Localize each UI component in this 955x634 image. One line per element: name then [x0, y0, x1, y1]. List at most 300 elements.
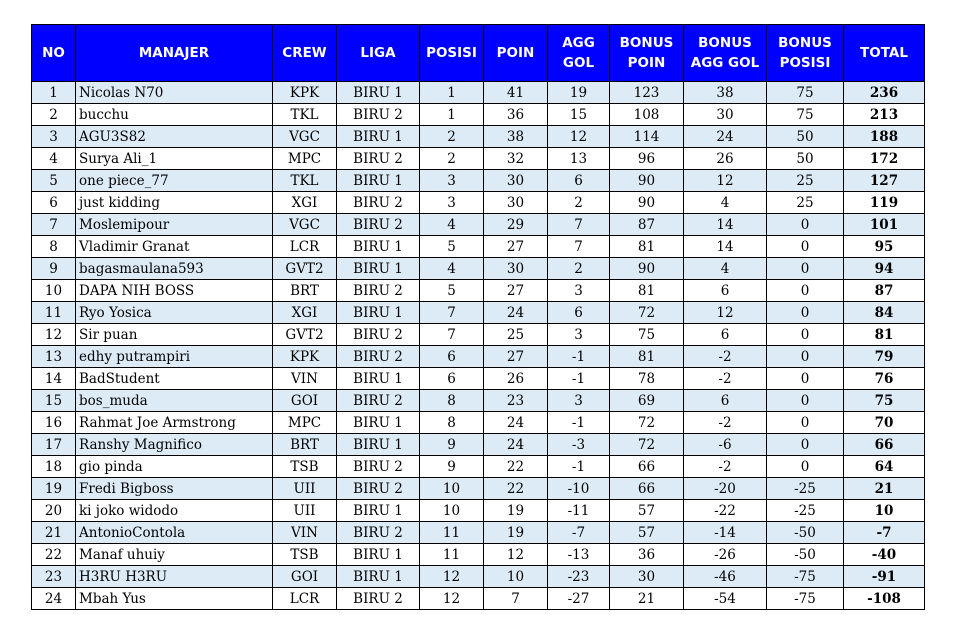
cell-manajer: just kidding [76, 192, 273, 214]
cell-bonus-posisi: 0 [767, 324, 844, 346]
cell-crew: XGI [273, 302, 337, 324]
table-row [32, 500, 925, 522]
cell-bonus-poin: 81 [610, 236, 684, 258]
table-row [32, 478, 925, 500]
cell-no: 3 [32, 126, 76, 148]
cell-liga: BIRU 1 [337, 544, 420, 566]
cell-manajer: bos_muda [76, 390, 273, 412]
cell-poin: 30 [484, 192, 548, 214]
cell-crew: LCR [273, 236, 337, 258]
cell-bonus-poin: 90 [610, 258, 684, 280]
cell-bonus-posisi: 0 [767, 346, 844, 368]
cell-crew: UII [273, 478, 337, 500]
cell-posisi: 11 [420, 544, 484, 566]
cell-agg-gol: -23 [548, 566, 610, 588]
cell-liga: BIRU 1 [337, 236, 420, 258]
cell-agg-gol: 3 [548, 280, 610, 302]
cell-poin: 27 [484, 280, 548, 302]
cell-poin: 22 [484, 456, 548, 478]
cell-bonus-poin: 66 [610, 478, 684, 500]
cell-bonus-agg-gol: 14 [684, 214, 767, 236]
cell-manajer: BadStudent [76, 368, 273, 390]
cell-bonus-posisi: 0 [767, 390, 844, 412]
cell-poin: 25 [484, 324, 548, 346]
column-header-line1: BONUS [698, 35, 752, 51]
cell-manajer: bagasmaulana593 [76, 258, 273, 280]
cell-agg-gol: 6 [548, 302, 610, 324]
table-row [32, 566, 925, 588]
cell-no: 8 [32, 236, 76, 258]
table-row [32, 236, 925, 258]
cell-posisi: 8 [420, 390, 484, 412]
cell-crew: KPK [273, 82, 337, 104]
cell-posisi: 2 [420, 148, 484, 170]
cell-crew: GVT2 [273, 258, 337, 280]
table-row [32, 104, 925, 126]
cell-bonus-agg-gol: -2 [684, 412, 767, 434]
cell-bonus-poin: 66 [610, 456, 684, 478]
cell-posisi: 5 [420, 280, 484, 302]
cell-poin: 26 [484, 368, 548, 390]
table-row [32, 82, 925, 104]
cell-bonus-poin: 90 [610, 170, 684, 192]
cell-bonus-posisi: -75 [767, 588, 844, 610]
cell-poin: 27 [484, 346, 548, 368]
cell-poin: 10 [484, 566, 548, 588]
cell-poin: 19 [484, 500, 548, 522]
column-header-line1: NO [42, 45, 65, 61]
column-header-line2: AGG GOL [690, 55, 760, 71]
cell-bonus-posisi: 0 [767, 280, 844, 302]
cell-posisi: 11 [420, 522, 484, 544]
cell-total: 213 [844, 104, 925, 126]
cell-liga: BIRU 1 [337, 258, 420, 280]
cell-crew: TSB [273, 544, 337, 566]
cell-agg-gol: -10 [548, 478, 610, 500]
cell-manajer: AGU3S82 [76, 126, 273, 148]
cell-total: 84 [844, 302, 925, 324]
cell-posisi: 8 [420, 412, 484, 434]
cell-bonus-agg-gol: -54 [684, 588, 767, 610]
cell-no: 9 [32, 258, 76, 280]
cell-poin: 36 [484, 104, 548, 126]
cell-total: 81 [844, 324, 925, 346]
cell-crew: VGC [273, 214, 337, 236]
cell-manajer: gio pinda [76, 456, 273, 478]
cell-bonus-agg-gol: -2 [684, 346, 767, 368]
cell-agg-gol: -1 [548, 368, 610, 390]
cell-bonus-posisi: -50 [767, 522, 844, 544]
cell-bonus-poin: 81 [610, 346, 684, 368]
cell-bonus-poin: 96 [610, 148, 684, 170]
cell-posisi: 10 [420, 500, 484, 522]
cell-liga: BIRU 2 [337, 214, 420, 236]
cell-posisi: 1 [420, 82, 484, 104]
cell-liga: BIRU 1 [337, 368, 420, 390]
column-header-line1: POIN [496, 45, 535, 61]
table-row [32, 544, 925, 566]
cell-total: 101 [844, 214, 925, 236]
cell-agg-gol: -7 [548, 522, 610, 544]
cell-agg-gol: 13 [548, 148, 610, 170]
cell-manajer: Ryo Yosica [76, 302, 273, 324]
column-header-manajer [76, 25, 273, 82]
cell-bonus-agg-gol: -14 [684, 522, 767, 544]
cell-agg-gol: 3 [548, 390, 610, 412]
column-header-line1: AGG [562, 35, 595, 51]
cell-bonus-agg-gol: 6 [684, 324, 767, 346]
cell-agg-gol: 2 [548, 192, 610, 214]
cell-crew: UII [273, 500, 337, 522]
cell-total: 70 [844, 412, 925, 434]
cell-bonus-agg-gol: -2 [684, 368, 767, 390]
cell-total: 75 [844, 390, 925, 412]
cell-bonus-agg-gol: -22 [684, 500, 767, 522]
cell-posisi: 1 [420, 104, 484, 126]
cell-bonus-agg-gol: 14 [684, 236, 767, 258]
table-row [32, 368, 925, 390]
cell-poin: 22 [484, 478, 548, 500]
column-header-line1: BONUS [619, 35, 674, 51]
column-header-crew [273, 25, 337, 82]
cell-manajer: Surya Ali_1 [76, 148, 273, 170]
cell-poin: 19 [484, 522, 548, 544]
cell-bonus-poin: 78 [610, 368, 684, 390]
cell-poin: 24 [484, 434, 548, 456]
cell-bonus-agg-gol: -6 [684, 434, 767, 456]
table-row [32, 434, 925, 456]
table-row [32, 214, 925, 236]
cell-agg-gol: 12 [548, 126, 610, 148]
cell-bonus-agg-gol: -26 [684, 544, 767, 566]
cell-bonus-poin: 21 [610, 588, 684, 610]
cell-posisi: 12 [420, 588, 484, 610]
table-body [32, 82, 925, 610]
cell-manajer: Vladimir Granat [76, 236, 273, 258]
cell-manajer: Sir puan [76, 324, 273, 346]
cell-manajer: bucchu [76, 104, 273, 126]
cell-liga: BIRU 2 [337, 192, 420, 214]
table-row [32, 346, 925, 368]
cell-manajer: Ranshy Magnifico [76, 434, 273, 456]
table-row [32, 522, 925, 544]
cell-liga: BIRU 1 [337, 82, 420, 104]
cell-bonus-poin: 57 [610, 522, 684, 544]
cell-manajer: edhy putrampiri [76, 346, 273, 368]
cell-liga: BIRU 2 [337, 148, 420, 170]
column-header-line2: GOL [562, 55, 595, 71]
cell-total: 119 [844, 192, 925, 214]
cell-total: 64 [844, 456, 925, 478]
cell-poin: 41 [484, 82, 548, 104]
cell-manajer: Manaf uhuiy [76, 544, 273, 566]
cell-bonus-poin: 69 [610, 390, 684, 412]
column-header-total [844, 25, 925, 82]
cell-total: 76 [844, 368, 925, 390]
cell-bonus-poin: 72 [610, 434, 684, 456]
cell-posisi: 4 [420, 214, 484, 236]
cell-bonus-posisi: 75 [767, 82, 844, 104]
cell-bonus-agg-gol: 12 [684, 170, 767, 192]
column-header-line1: POSISI [426, 45, 477, 61]
cell-posisi: 9 [420, 456, 484, 478]
cell-crew: TKL [273, 170, 337, 192]
cell-no: 22 [32, 544, 76, 566]
cell-total: -91 [844, 566, 925, 588]
cell-liga: BIRU 1 [337, 500, 420, 522]
cell-liga: BIRU 2 [337, 390, 420, 412]
cell-manajer: Nicolas N70 [76, 82, 273, 104]
column-header-line2: POIN [627, 55, 666, 71]
table-row [32, 280, 925, 302]
table-row [32, 170, 925, 192]
cell-no: 1 [32, 82, 76, 104]
table-row [32, 148, 925, 170]
cell-bonus-agg-gol: 26 [684, 148, 767, 170]
cell-no: 18 [32, 456, 76, 478]
column-header-poin [484, 25, 548, 82]
cell-no: 5 [32, 170, 76, 192]
table-row [32, 126, 925, 148]
cell-agg-gol: 19 [548, 82, 610, 104]
cell-bonus-poin: 75 [610, 324, 684, 346]
cell-total: 79 [844, 346, 925, 368]
cell-bonus-poin: 81 [610, 280, 684, 302]
cell-poin: 24 [484, 412, 548, 434]
cell-no: 24 [32, 588, 76, 610]
cell-bonus-posisi: -50 [767, 544, 844, 566]
cell-crew: GVT2 [273, 324, 337, 346]
table-row [32, 192, 925, 214]
table-row [32, 258, 925, 280]
cell-no: 21 [32, 522, 76, 544]
cell-no: 23 [32, 566, 76, 588]
cell-no: 10 [32, 280, 76, 302]
cell-poin: 12 [484, 544, 548, 566]
cell-poin: 7 [484, 588, 548, 610]
cell-bonus-agg-gol: 12 [684, 302, 767, 324]
column-header-line1: MANAJER [138, 45, 210, 61]
cell-crew: VIN [273, 368, 337, 390]
cell-crew: BRT [273, 280, 337, 302]
cell-posisi: 4 [420, 258, 484, 280]
cell-crew: LCR [273, 588, 337, 610]
cell-no: 11 [32, 302, 76, 324]
cell-posisi: 7 [420, 302, 484, 324]
column-header-line1: CREW [282, 45, 327, 61]
cell-bonus-posisi: 0 [767, 412, 844, 434]
cell-poin: 29 [484, 214, 548, 236]
cell-total: -7 [844, 522, 925, 544]
cell-manajer: DAPA NIH BOSS [76, 280, 273, 302]
cell-bonus-posisi: 0 [767, 302, 844, 324]
column-header-bonus-agg-gol [684, 25, 767, 82]
table-row [32, 302, 925, 324]
cell-bonus-poin: 30 [610, 566, 684, 588]
cell-bonus-agg-gol: 6 [684, 390, 767, 412]
cell-manajer: Rahmat Joe Armstrong [76, 412, 273, 434]
cell-no: 4 [32, 148, 76, 170]
cell-total: 172 [844, 148, 925, 170]
cell-bonus-poin: 72 [610, 302, 684, 324]
cell-manajer: H3RU H3RU [76, 566, 273, 588]
cell-bonus-agg-gol: 4 [684, 258, 767, 280]
cell-posisi: 12 [420, 566, 484, 588]
column-header-bonus-posisi [767, 25, 844, 82]
cell-liga: BIRU 2 [337, 280, 420, 302]
cell-posisi: 6 [420, 368, 484, 390]
cell-bonus-agg-gol: 30 [684, 104, 767, 126]
cell-liga: BIRU 2 [337, 104, 420, 126]
cell-crew: GOI [273, 390, 337, 412]
cell-manajer: one piece_77 [76, 170, 273, 192]
cell-bonus-posisi: 50 [767, 148, 844, 170]
cell-bonus-posisi: 0 [767, 214, 844, 236]
cell-agg-gol: 7 [548, 236, 610, 258]
cell-bonus-agg-gol: 24 [684, 126, 767, 148]
cell-bonus-agg-gol: 4 [684, 192, 767, 214]
cell-no: 20 [32, 500, 76, 522]
cell-crew: TKL [273, 104, 337, 126]
cell-poin: 30 [484, 170, 548, 192]
table-row [32, 390, 925, 412]
cell-agg-gol: 15 [548, 104, 610, 126]
cell-total: -108 [844, 588, 925, 610]
column-header-agg-gol [548, 25, 610, 82]
table-row [32, 412, 925, 434]
cell-bonus-posisi: -25 [767, 500, 844, 522]
cell-total: 127 [844, 170, 925, 192]
column-header-posisi [420, 25, 484, 82]
cell-liga: BIRU 2 [337, 456, 420, 478]
cell-bonus-posisi: 0 [767, 434, 844, 456]
cell-agg-gol: -27 [548, 588, 610, 610]
cell-agg-gol: -13 [548, 544, 610, 566]
table-row [32, 456, 925, 478]
cell-bonus-posisi: 50 [767, 126, 844, 148]
cell-bonus-posisi: 0 [767, 258, 844, 280]
cell-liga: BIRU 1 [337, 170, 420, 192]
cell-crew: VGC [273, 126, 337, 148]
cell-total: 236 [844, 82, 925, 104]
cell-bonus-agg-gol: -20 [684, 478, 767, 500]
cell-posisi: 2 [420, 126, 484, 148]
cell-poin: 38 [484, 126, 548, 148]
cell-liga: BIRU 2 [337, 346, 420, 368]
cell-poin: 23 [484, 390, 548, 412]
cell-agg-gol: -11 [548, 500, 610, 522]
cell-liga: BIRU 1 [337, 302, 420, 324]
cell-poin: 24 [484, 302, 548, 324]
header-row [32, 25, 925, 82]
cell-manajer: Fredi Bigboss [76, 478, 273, 500]
cell-bonus-poin: 72 [610, 412, 684, 434]
cell-crew: VIN [273, 522, 337, 544]
cell-agg-gol: 2 [548, 258, 610, 280]
cell-bonus-posisi: 0 [767, 456, 844, 478]
cell-crew: MPC [273, 412, 337, 434]
column-header-line1: BONUS [778, 35, 832, 51]
column-header-no [32, 25, 76, 82]
cell-crew: MPC [273, 148, 337, 170]
cell-bonus-agg-gol: 38 [684, 82, 767, 104]
cell-total: 21 [844, 478, 925, 500]
cell-poin: 27 [484, 236, 548, 258]
cell-no: 12 [32, 324, 76, 346]
cell-bonus-posisi: 0 [767, 236, 844, 258]
cell-no: 13 [32, 346, 76, 368]
column-header-bonus-poin [610, 25, 684, 82]
cell-bonus-posisi: 25 [767, 170, 844, 192]
cell-crew: KPK [273, 346, 337, 368]
cell-bonus-poin: 87 [610, 214, 684, 236]
cell-agg-gol: -1 [548, 412, 610, 434]
cell-posisi: 10 [420, 478, 484, 500]
cell-no: 17 [32, 434, 76, 456]
cell-manajer: Mbah Yus [76, 588, 273, 610]
column-header-liga [337, 25, 420, 82]
cell-bonus-agg-gol: -2 [684, 456, 767, 478]
cell-manajer: Moslemipour [76, 214, 273, 236]
cell-posisi: 7 [420, 324, 484, 346]
cell-total: 66 [844, 434, 925, 456]
cell-bonus-posisi: 0 [767, 368, 844, 390]
cell-agg-gol: -1 [548, 346, 610, 368]
cell-bonus-posisi: -75 [767, 566, 844, 588]
cell-liga: BIRU 2 [337, 324, 420, 346]
cell-total: 10 [844, 500, 925, 522]
cell-liga: BIRU 1 [337, 126, 420, 148]
cell-liga: BIRU 1 [337, 434, 420, 456]
cell-no: 16 [32, 412, 76, 434]
cell-manajer: AntonioContola [76, 522, 273, 544]
cell-liga: BIRU 2 [337, 588, 420, 610]
cell-bonus-posisi: -25 [767, 478, 844, 500]
standings-table [31, 24, 925, 610]
cell-no: 7 [32, 214, 76, 236]
cell-posisi: 5 [420, 236, 484, 258]
cell-bonus-posisi: 25 [767, 192, 844, 214]
cell-agg-gol: 7 [548, 214, 610, 236]
cell-total: -40 [844, 544, 925, 566]
table-row [32, 588, 925, 610]
cell-agg-gol: 6 [548, 170, 610, 192]
cell-bonus-agg-gol: 6 [684, 280, 767, 302]
cell-liga: BIRU 1 [337, 412, 420, 434]
cell-bonus-posisi: 75 [767, 104, 844, 126]
cell-crew: GOI [273, 566, 337, 588]
column-header-line1: TOTAL [860, 45, 908, 61]
cell-agg-gol: -1 [548, 456, 610, 478]
cell-liga: BIRU 1 [337, 566, 420, 588]
table-header [32, 25, 925, 82]
cell-bonus-poin: 114 [610, 126, 684, 148]
cell-crew: TSB [273, 456, 337, 478]
cell-manajer: ki joko widodo [76, 500, 273, 522]
cell-posisi: 3 [420, 192, 484, 214]
cell-total: 94 [844, 258, 925, 280]
cell-no: 15 [32, 390, 76, 412]
cell-bonus-poin: 90 [610, 192, 684, 214]
table-row [32, 324, 925, 346]
cell-no: 6 [32, 192, 76, 214]
cell-agg-gol: 3 [548, 324, 610, 346]
cell-bonus-agg-gol: -46 [684, 566, 767, 588]
cell-posisi: 6 [420, 346, 484, 368]
cell-poin: 32 [484, 148, 548, 170]
cell-crew: BRT [273, 434, 337, 456]
cell-total: 87 [844, 280, 925, 302]
